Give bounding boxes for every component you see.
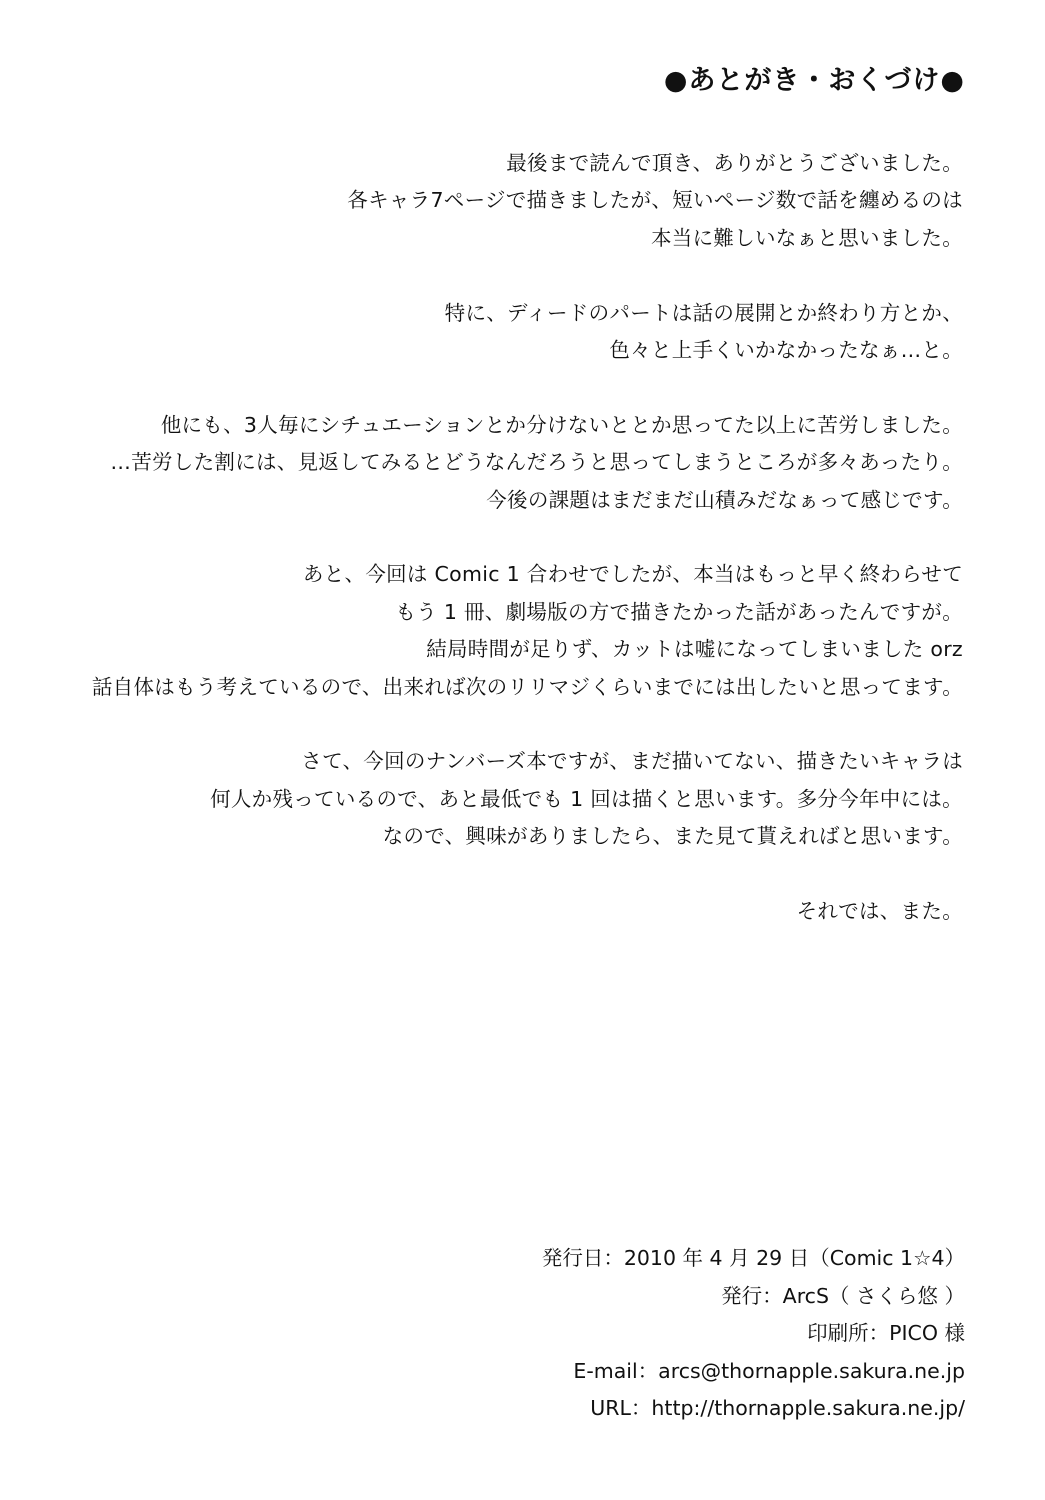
afterword-paragraph-5 bbox=[83, 743, 963, 855]
page-title: ●あとがき・おくづけ● bbox=[663, 65, 965, 96]
email-address: E-mail：arcs@thornapple.sakura.ne.jp bbox=[573, 1358, 965, 1383]
text-line: …苦労した割には、見返してみるとどうなんだろうと思ってしまうところが多々あったり。 bbox=[110, 450, 963, 475]
afterword-paragraph-2 bbox=[83, 295, 963, 370]
afterword-body bbox=[83, 145, 963, 968]
afterword-paragraph-3 bbox=[83, 407, 963, 519]
text-line: それでは、また。 bbox=[796, 899, 963, 924]
text-line: 何人か残っているので、あと最低でも 1 回は描くと思います。多分今年中には。 bbox=[210, 786, 963, 811]
text-line: 話自体はもう考えているので、出来れば次のリリマジくらいまでには出したいと思ってます。 bbox=[91, 674, 963, 699]
printer: 印刷所：PICO 様 bbox=[807, 1321, 965, 1345]
text-line: 他にも、3人毎にシチュエーションとか分けないととか思ってた以上に苦労しました。 bbox=[160, 412, 963, 437]
text-line: 結局時間が足りず、カットは嘘になってしまいました orz bbox=[426, 637, 963, 662]
text-line: もう 1 冊、劇場版の方で描きたかった話があったんですが。 bbox=[395, 599, 963, 624]
colophon bbox=[542, 1240, 965, 1428]
text-line: 各キャラ7ページで描きましたが、短いページ数で話を纏めるのは bbox=[347, 188, 963, 213]
afterword-paragraph-4 bbox=[83, 556, 963, 706]
website-url: URL：http://thornapple.sakura.ne.jp/ bbox=[590, 1396, 965, 1420]
publication-date: 発行日：2010 年 4 月 29 日（Comic 1☆4） bbox=[541, 1246, 965, 1270]
text-line: 本当に難しいなぁと思いました。 bbox=[651, 225, 963, 250]
afterword-paragraph-6 bbox=[83, 893, 963, 930]
text-line: あと、今回は Comic 1 合わせでしたが、本当はもっと早く終わらせて bbox=[302, 562, 963, 587]
text-line: 最後まで読んで頂き、ありがとうございました。 bbox=[506, 151, 963, 175]
afterword-paragraph-1 bbox=[83, 145, 963, 257]
text-line: 色々と上手くいかなかったなぁ…と。 bbox=[609, 338, 963, 363]
publisher: 発行：ArcS（ さくら悠 ） bbox=[721, 1283, 965, 1308]
text-line: さて、今回のナンバーズ本ですが、まだ描いてない、描きたいキャラは bbox=[301, 749, 963, 774]
text-line: 特に、ディードのパートは話の展開とか終わり方とか、 bbox=[444, 300, 963, 325]
text-line: 今後の課題はまだまだ山積みだなぁって感じです。 bbox=[486, 487, 963, 512]
text-line: なので、興味がありましたら、また見て貰えればと思います。 bbox=[382, 824, 963, 849]
